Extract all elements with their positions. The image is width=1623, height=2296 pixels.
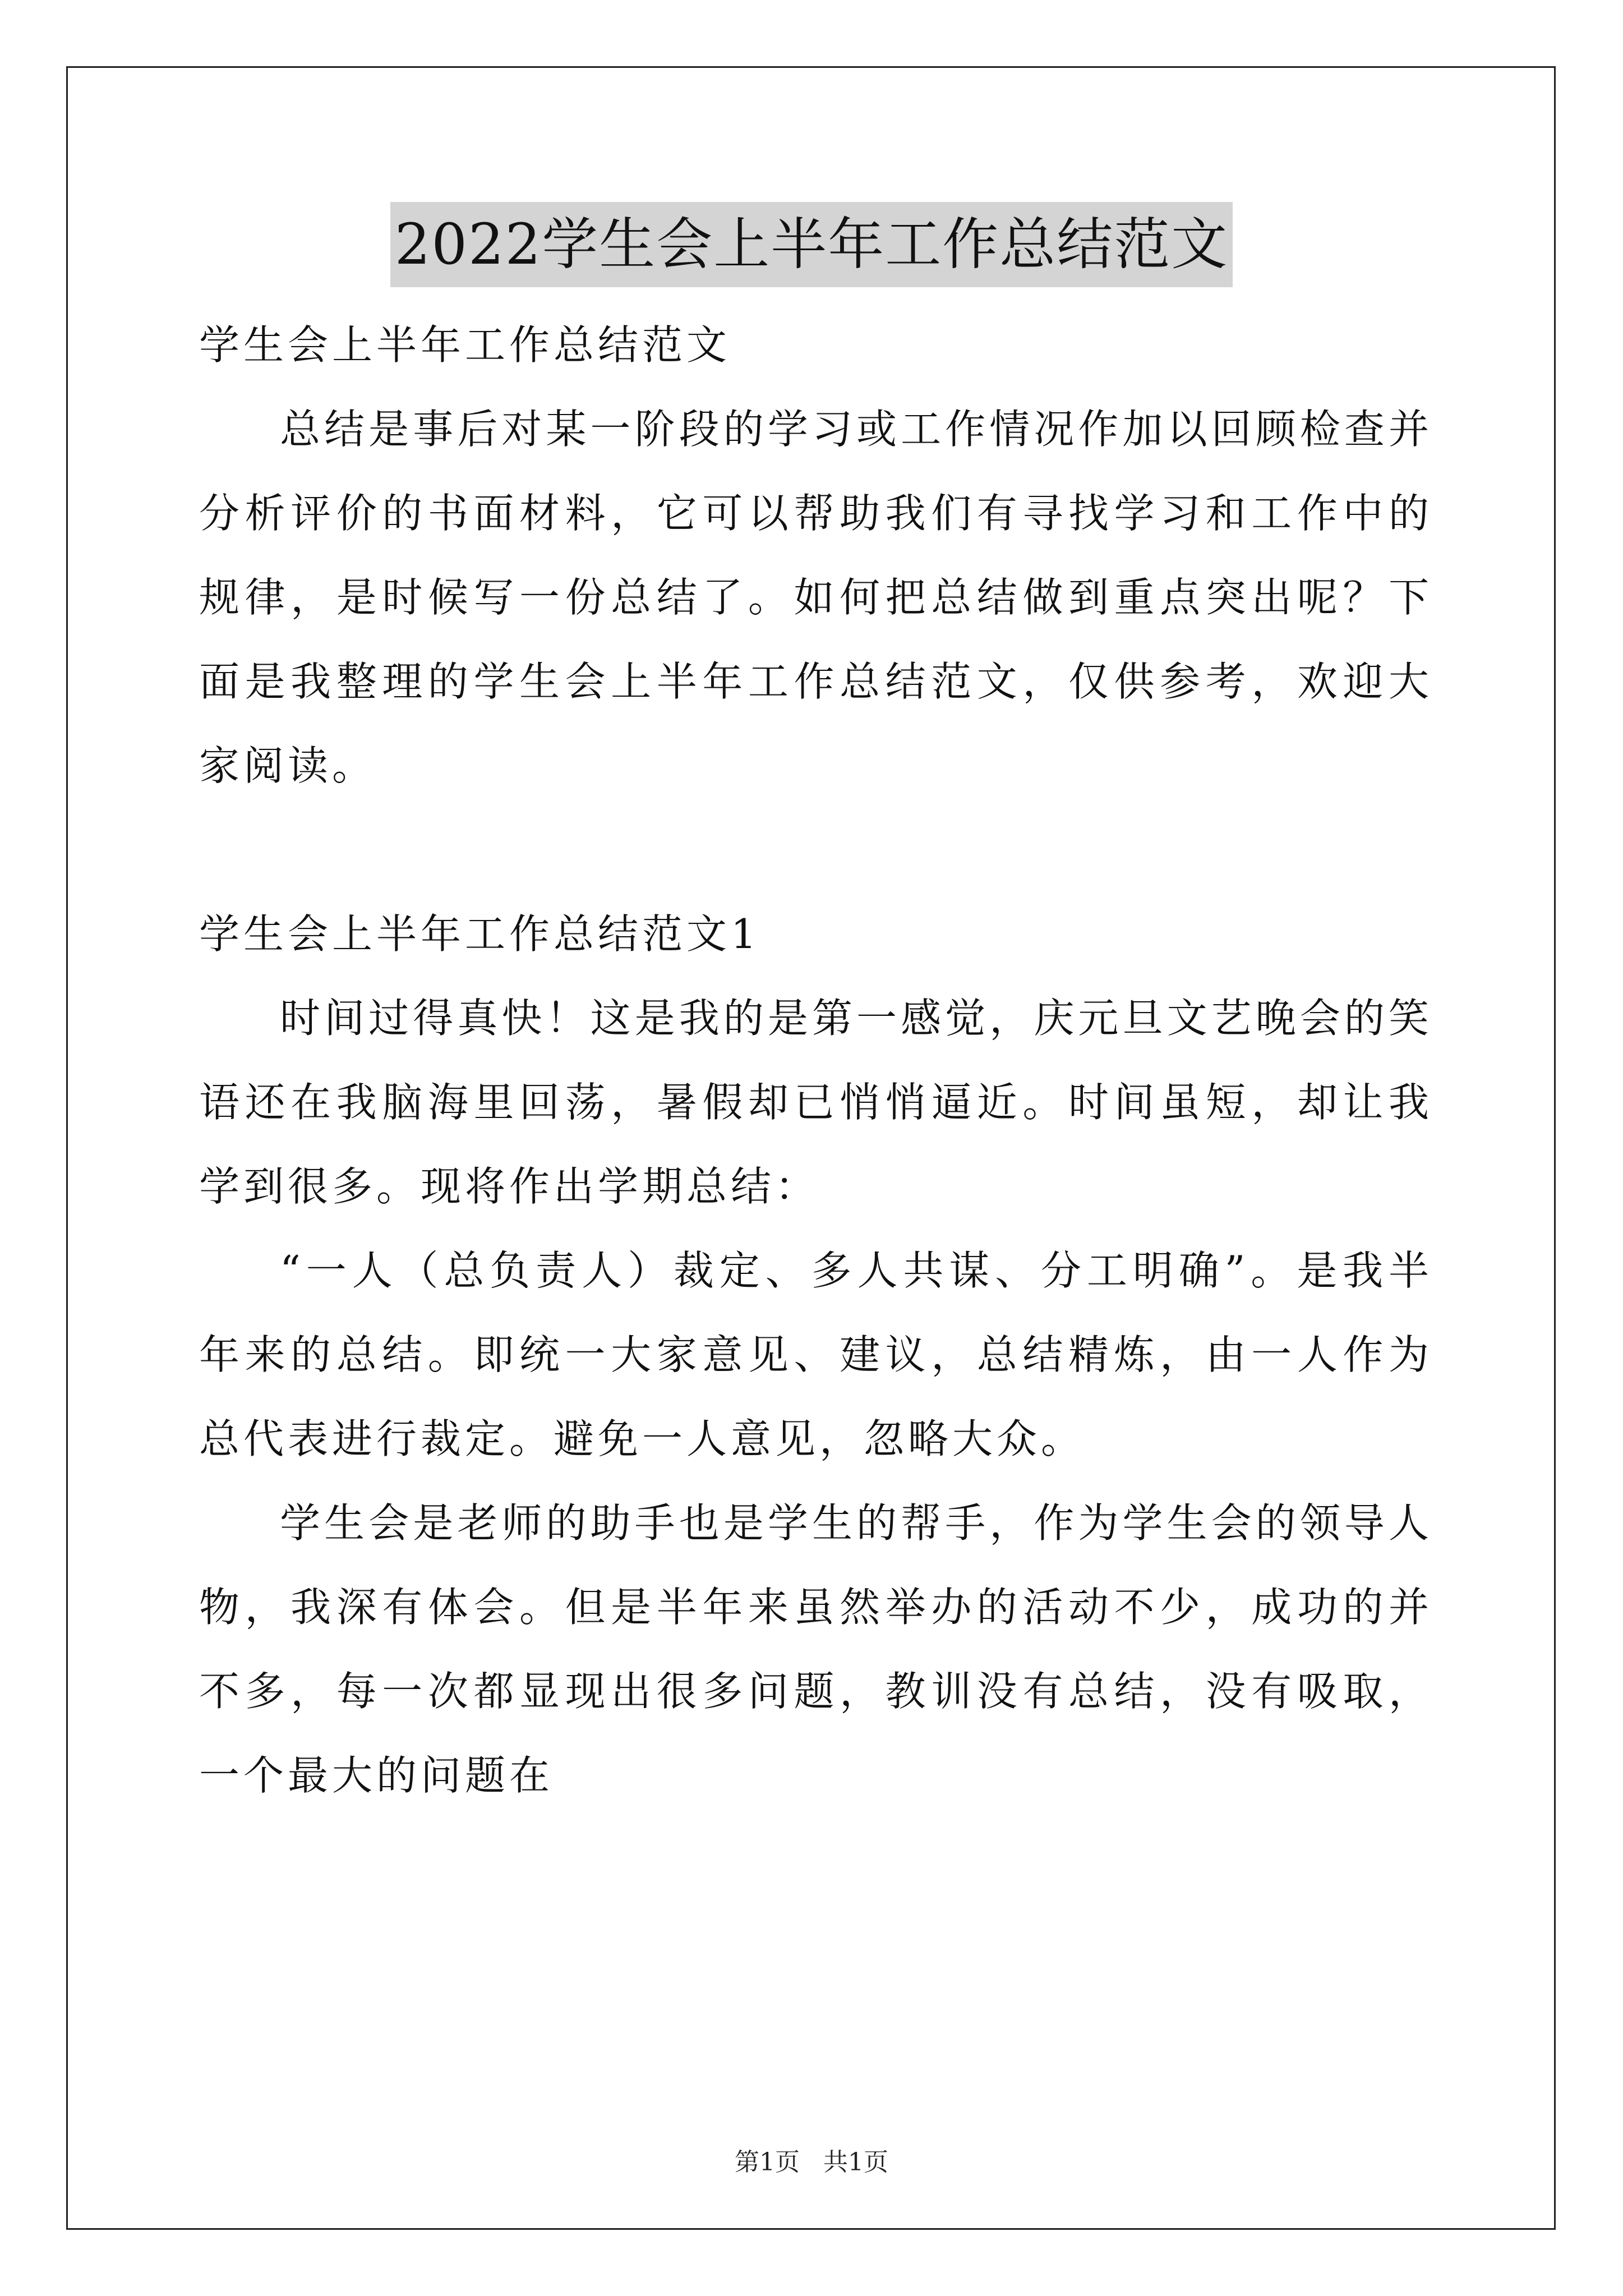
body-paragraph-3: 学生会是老师的助手也是学生的帮手，作为学生会的领导人物，我深有体会。但是半年来虽然举办的活动不少，成功的并不多，每一次都显现出很多问题，教训没有总结，没有吸取，一个最大的问题在 — [199, 1499, 1433, 1799]
intro-paragraph: 总结是事后对某一阶段的学习或工作情况作加以回顾检查并分析评价的书面材料，它可以帮助我们有寻找学习和工作中的规律，是时候写一份总结了。如何把总结做到重点突出呢？下面是我整理的学生会上半年工作总结范文，仅供参考，欢迎大家阅读。 — [199, 406, 1433, 789]
document-body — [199, 303, 1433, 1818]
body-paragraph-1: 时间过得真快！这是我的是第一感觉，庆元旦文艺晚会的笑语还在我脑海里回荡，暑假却已悄悄逼近。时间虽短，却让我学到很多。现将作出学期总结： — [199, 995, 1433, 1210]
spacer — [199, 808, 1433, 892]
document-title: 2022学生会上半年工作总结范文 — [390, 202, 1233, 287]
page-number: 第1页 — [735, 2148, 800, 2177]
section-heading: 学生会上半年工作总结范文1 — [199, 910, 760, 958]
page-footer — [0, 2146, 1623, 2179]
title-container — [0, 202, 1623, 287]
body-paragraph-2: “一人（总负责人）裁定、多人共谋、分工明确”。是我半年来的总结。即统一大家意见、建议，总结精炼，由一人作为总代表进行裁定。避免一人意见，忽略大众。 — [199, 1247, 1433, 1462]
page-total: 共1页 — [823, 2148, 888, 2177]
subtitle: 学生会上半年工作总结范文 — [199, 321, 731, 369]
